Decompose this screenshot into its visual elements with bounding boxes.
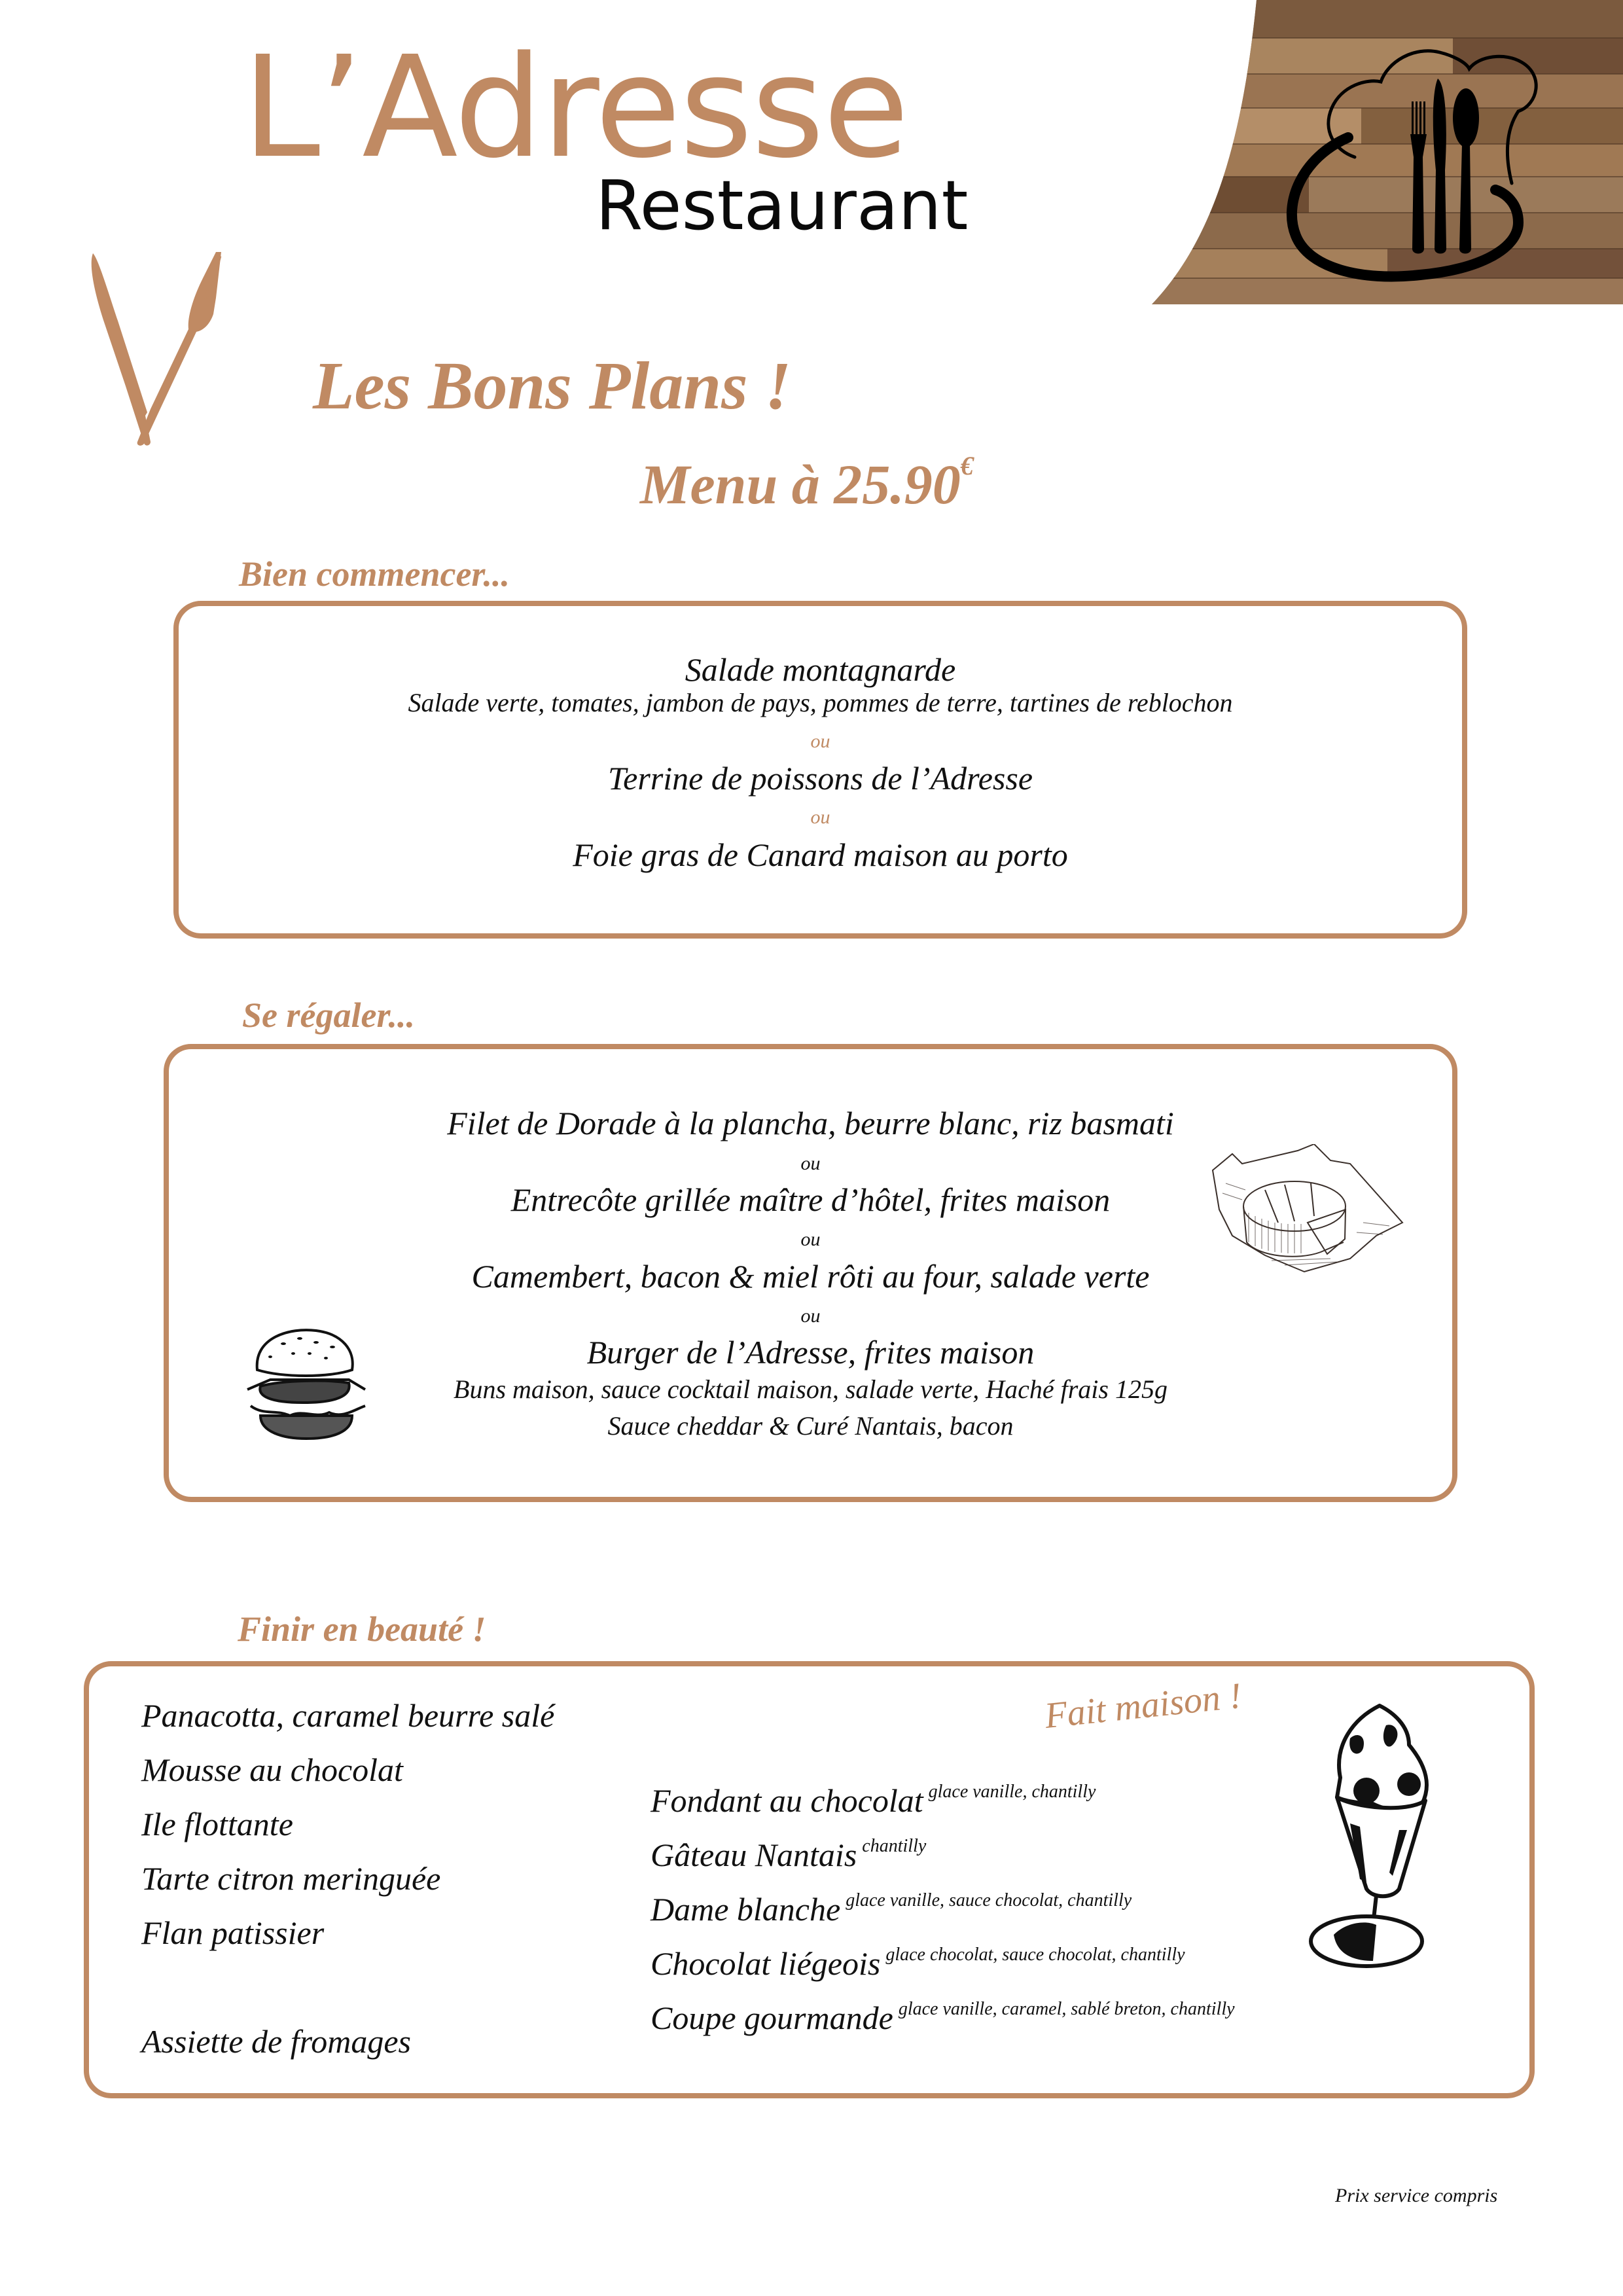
starters-box [173,601,1467,939]
dish-name: Filet de Dorade à la plancha, beurre blanc, riz basmati [447,1105,1174,1141]
menu-price-label: Menu à 25.90 [640,453,961,516]
dish-name: Foie gras de Canard maison au porto [573,836,1068,873]
section-label-desserts: Finir en beauté ! [238,1609,486,1649]
or-separator: ou [800,1153,821,1174]
homemade-item-name: Fondant au chocolat [651,1782,923,1819]
dish-name: Terrine de poissons de l’Adresse [607,760,1033,797]
dessert-item: Mousse au chocolat [141,1751,403,1788]
brand-name: L’Adresse [242,26,908,189]
homemade-label: Fait maison ! [1043,1675,1244,1737]
homemade-item [651,1946,1185,1980]
page-title: Les Bons Plans ! [313,348,792,423]
dish-name: Salade montagnarde [685,651,956,688]
camembert-illustration [1206,1144,1416,1282]
desserts-box [84,1661,1535,2098]
homemade-item [651,2000,1235,2034]
dish-name: Camembert, bacon & miel rôti au four, salade verte [471,1258,1150,1295]
homemade-item [651,1892,1132,1926]
cutlery-icon [1410,79,1479,254]
homemade-item-note: chantilly [862,1836,927,1856]
homemade-item-note: glace vanille, sauce chocolat, chantilly [846,1890,1132,1910]
dessert-item: Tarte citron meringuée [141,1860,441,1897]
homemade-item-name: Gâteau Nantais [651,1837,857,1873]
footer-note: Prix service compris [1335,2185,1498,2206]
dessert-item: Flan patissier [141,1914,325,1951]
sundae-glass-illustration [1294,1699,1458,1974]
wood-texture [1113,0,1623,308]
homemade-item-note: glace vanille, caramel, sablé breton, chantilly [898,1999,1235,2019]
dish-description: Buns maison, sauce cocktail maison, salade verte, Haché frais 125g [454,1374,1168,1404]
dish-description: Sauce cheddar & Curé Nantais, bacon [607,1411,1014,1441]
crossed-knife-fork-icon [85,252,249,448]
section-label-starters: Bien commencer... [239,554,510,594]
mains-box [164,1044,1457,1502]
brand-subtitle: Restaurant [596,166,969,245]
dessert-item: Ile flottante [141,1806,293,1842]
dish-name: Burger de l’Adresse, frites maison [586,1334,1035,1371]
cheese-plate: Assiette de fromages [141,2023,411,2060]
or-separator: ou [810,730,830,752]
menu-price-title [640,450,974,517]
homemade-item [651,1837,926,1871]
wood-logo-panel [1113,0,1623,308]
currency-symbol: € [960,451,974,480]
homemade-item-note: glace vanille, chantilly [928,1782,1096,1802]
homemade-item-name: Dame blanche [651,1891,841,1928]
dish-description: Salade verte, tomates, jambon de pays, pommes de terre, tartines de reblochon [408,688,1233,717]
dessert-item: Panacotta, caramel beurre salé [141,1697,555,1734]
or-separator: ou [800,1229,821,1250]
or-separator: ou [800,1305,821,1327]
homemade-item-note: glace chocolat, sauce chocolat, chantilly [885,1945,1185,1965]
or-separator: ou [810,806,830,828]
burger-illustration [244,1318,368,1442]
dish-name: Entrecôte grillée maître d’hôtel, frites maison [510,1181,1111,1218]
homemade-item-name: Chocolat liégeois [651,1945,881,1982]
homemade-item [651,1783,1096,1817]
section-label-mains: Se régaler... [242,996,415,1035]
homemade-item-name: Coupe gourmande [651,2000,893,2036]
